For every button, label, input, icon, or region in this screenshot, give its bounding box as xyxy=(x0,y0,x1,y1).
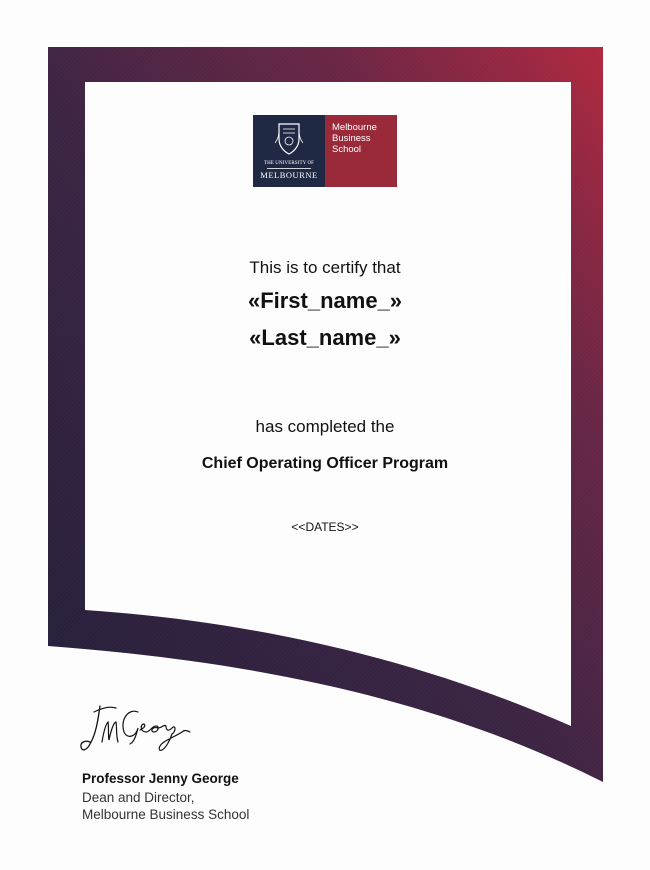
certify-intro: This is to certify that xyxy=(249,258,401,277)
university-crest-icon xyxy=(275,121,303,157)
university-small-text: THE UNIVERSITY OF xyxy=(263,161,315,166)
business-school-logo-block xyxy=(325,115,397,187)
program-name: Chief Operating Officer Program xyxy=(201,455,449,472)
first-name-field: «First_name_» xyxy=(247,288,403,313)
last-name-field: «Last_name_» xyxy=(249,325,401,350)
university-logo-block xyxy=(253,115,325,187)
signatory-title-line-1: Dean and Director, xyxy=(82,790,195,805)
completed-text: has completed the xyxy=(255,417,395,436)
signature-icon xyxy=(78,698,198,762)
signatory-title-line-2: Melbourne Business School xyxy=(82,807,250,822)
mbs-logo xyxy=(253,115,397,187)
dates-field: <<DATES>> xyxy=(291,520,359,534)
school-name-line-1: Melbourne xyxy=(332,122,377,133)
signatory-name: Professor Jenny George xyxy=(82,771,239,786)
business-school-name xyxy=(332,122,396,155)
university-name-text: MELBOURNE xyxy=(260,170,318,180)
school-name-line-2: Business xyxy=(332,133,371,144)
logo-divider xyxy=(267,168,311,169)
school-name-line-3: School xyxy=(332,144,362,155)
